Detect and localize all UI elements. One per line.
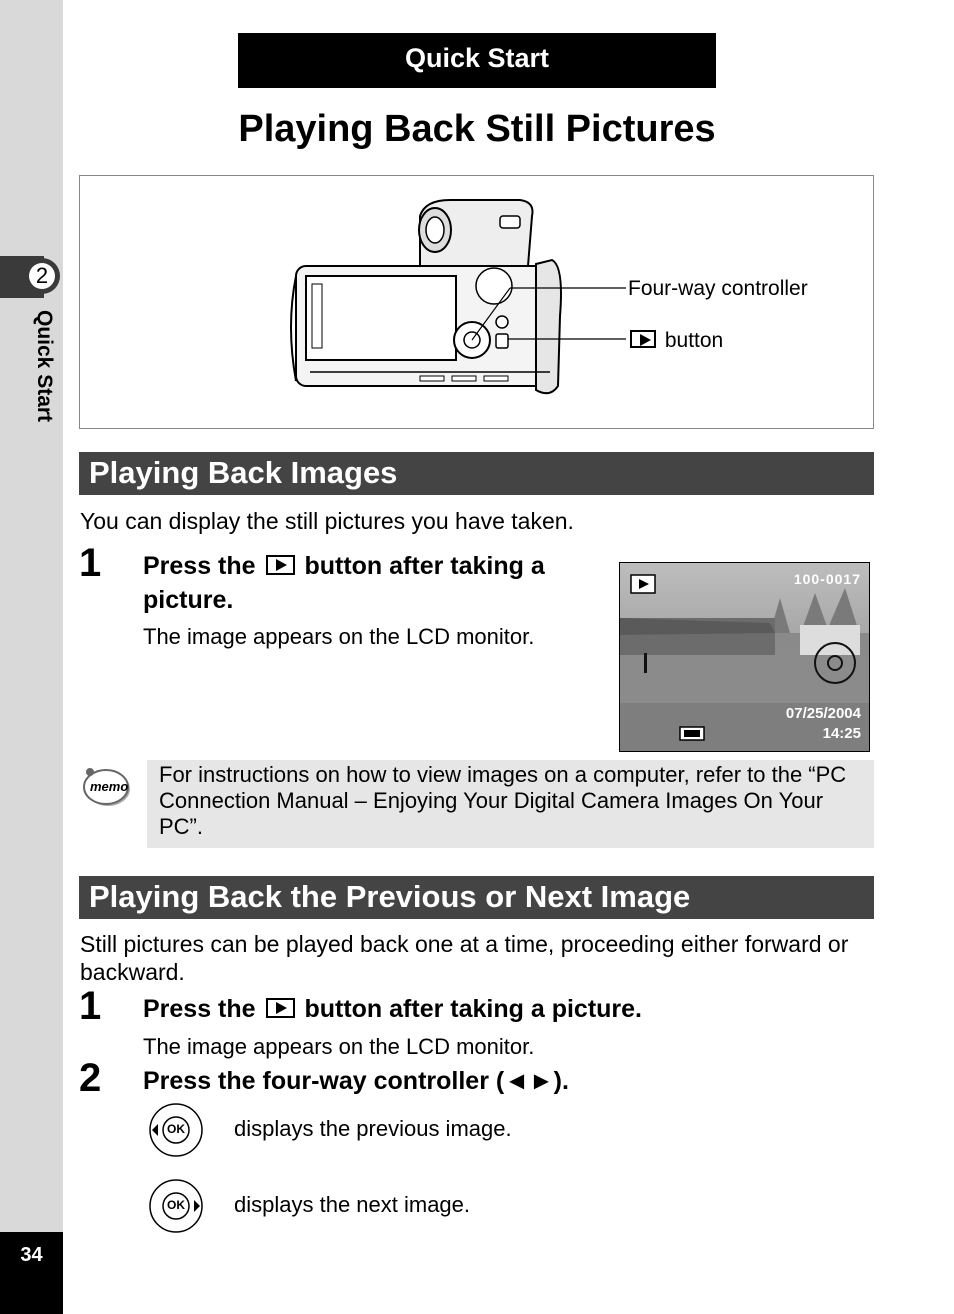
- step-instruction: Press the button after taking a picture.: [143, 552, 545, 614]
- step-number: 2: [79, 1056, 102, 1100]
- step-number: 1: [79, 984, 102, 1028]
- playback-icon: [266, 555, 295, 575]
- chapter-sidebar: [0, 0, 63, 1314]
- step-instruction: Press the four-way controller (◄►).: [143, 1067, 569, 1095]
- chapter-number: 2: [29, 263, 55, 289]
- memo-icon: memo: [80, 765, 132, 811]
- lcd-playback-screen: [619, 562, 870, 752]
- next-image-description: displays the next image.: [234, 1192, 471, 1217]
- chapter-label: Quick Start: [33, 310, 56, 423]
- playback-icon: [630, 330, 656, 348]
- lcd-date: 07/25/2004: [785, 705, 861, 722]
- lcd-file-number: 100-0017: [793, 571, 861, 587]
- section2-intro: Still pictures can be played back one at a time, proceeding either forward or backward.: [80, 931, 849, 985]
- section-heading-playing-back-images: Playing Back Images: [79, 452, 874, 495]
- playback-icon: [266, 998, 295, 1018]
- lcd-time: 14:25: [822, 725, 861, 742]
- section1-intro: You can display the still pictures you have taken.: [80, 508, 574, 534]
- quick-start-banner: Quick Start: [238, 33, 716, 88]
- controller-right-icon: OK: [148, 1178, 204, 1234]
- controller-left-icon: OK: [148, 1102, 204, 1158]
- page-number: 34: [20, 1244, 43, 1266]
- camera-illustration-frame: [79, 175, 874, 429]
- page-number-box: [0, 1232, 63, 1314]
- chapter-tab: [0, 256, 63, 298]
- callout-four-way-controller: Four-way controller: [628, 277, 808, 300]
- previous-image-description: displays the previous image.: [234, 1116, 512, 1141]
- section-heading-previous-next: Playing Back the Previous or Next Image: [79, 876, 874, 919]
- step-number: 1: [79, 541, 102, 585]
- page-title: Playing Back Still Pictures: [238, 108, 716, 150]
- callout-playback-button: button: [630, 329, 723, 353]
- memo-note: For instructions on how to view images on a computer, refer to the “PC Connection Manual – Enjoying Your Digital Camera Images On Your PC”.: [147, 760, 874, 848]
- step-result: The image appears on the LCD monitor.: [143, 1034, 535, 1059]
- step-result: The image appears on the LCD monitor.: [143, 624, 535, 649]
- step-instruction: Press the button after taking a picture.: [143, 995, 642, 1023]
- camera-illustration: [80, 176, 873, 428]
